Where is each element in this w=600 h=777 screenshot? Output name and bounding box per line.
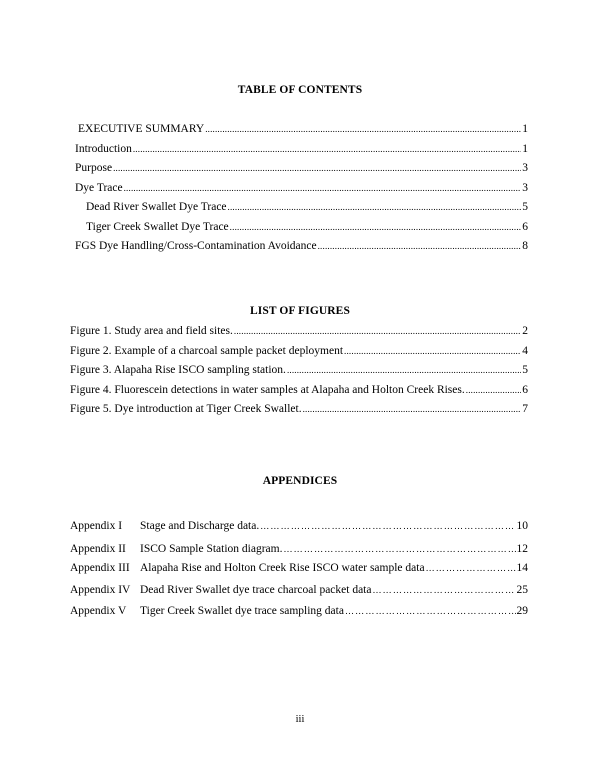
toc-entry-label: Dead River Swallet Dye Trace	[86, 201, 227, 213]
toc-entry[interactable]	[86, 199, 528, 215]
toc-entry-page: 1	[522, 143, 528, 155]
figure-entry-page: 7	[522, 403, 528, 415]
toc-entry-page: 1	[522, 123, 528, 135]
appendix-id: Appendix V	[70, 605, 127, 617]
appendices-title: APPENDICES	[262, 475, 338, 487]
appendix-id: Appendix II	[70, 543, 126, 555]
appendix-label: Alapaha Rise and Holton Creek Rise ISCO water sample data	[140, 562, 425, 574]
dot-leader	[230, 219, 522, 235]
toc-entry-page: 3	[522, 182, 528, 194]
toc-entry-page: 3	[522, 162, 528, 174]
dot-leader	[287, 362, 521, 378]
dot-leader	[426, 560, 516, 576]
dot-leader	[345, 603, 516, 619]
appendix-page: 14	[516, 562, 528, 574]
dot-leader	[466, 382, 522, 398]
appendix-entry[interactable]	[70, 518, 528, 534]
toc-entry-page: 5	[522, 201, 528, 213]
figure-entry-label: Figure 2. Example of a charcoal sample packet deployment	[70, 345, 344, 357]
appendix-page: 25	[516, 584, 528, 596]
appendix-entry[interactable]	[70, 582, 528, 598]
figure-entry[interactable]	[70, 401, 528, 417]
dot-leader	[113, 160, 521, 176]
toc-entry[interactable]	[75, 238, 528, 254]
toc-entry-label: Purpose	[75, 162, 113, 174]
toc-entry-label: Introduction	[75, 143, 132, 155]
figure-entry[interactable]	[70, 343, 528, 359]
figure-entry-page: 5	[522, 364, 528, 376]
toc-entry[interactable]	[75, 180, 528, 196]
figure-entry-page: 4	[522, 345, 528, 357]
appendix-id: Appendix III	[70, 562, 130, 574]
appendix-label: Dead River Swallet dye trace charcoal packet data	[140, 584, 372, 596]
dot-leader	[124, 180, 522, 196]
dot-leader	[303, 401, 522, 417]
toc-entry[interactable]	[86, 219, 528, 235]
toc-entry-page: 6	[522, 221, 528, 233]
figures-title: LIST OF FIGURES	[250, 305, 350, 317]
appendix-entry[interactable]	[70, 541, 528, 557]
dot-leader	[205, 121, 521, 137]
appendix-entry[interactable]	[70, 560, 528, 576]
dot-leader	[133, 141, 521, 157]
toc-entry[interactable]	[75, 141, 528, 157]
appendix-id: Appendix I	[70, 520, 123, 532]
appendix-entry[interactable]	[70, 603, 528, 619]
appendix-id: Appendix IV	[70, 584, 131, 596]
appendix-label: Tiger Creek Swallet dye trace sampling data	[140, 605, 344, 617]
dot-leader	[283, 541, 515, 557]
toc-entry-label: Dye Trace	[75, 182, 123, 194]
appendix-page: 10	[516, 520, 528, 532]
figure-entry-label: Figure 4. Fluorescein detections in water samples at Alapaha and Holton Creek Rises.	[70, 384, 465, 396]
figure-entry-label: Figure 3. Alapaha Rise ISCO sampling station.	[70, 364, 286, 376]
page-number: iii	[295, 714, 305, 725]
appendix-label: ISCO Sample Station diagram.	[140, 543, 283, 555]
toc-entry-label: Tiger Creek Swallet Dye Trace	[86, 221, 229, 233]
figure-entry-label: Figure 5. Dye introduction at Tiger Creek Swallet.	[70, 403, 302, 415]
dot-leader	[372, 582, 515, 598]
figure-entry-page: 2	[522, 325, 528, 337]
dot-leader	[344, 343, 521, 359]
toc-entry[interactable]	[75, 160, 528, 176]
appendix-label: Stage and Discharge data.	[140, 520, 260, 532]
appendix-page: 29	[516, 605, 528, 617]
figure-entry[interactable]	[70, 382, 528, 398]
appendix-page: 12	[516, 543, 528, 555]
dot-leader	[234, 323, 521, 339]
toc-entry-page: 8	[522, 240, 528, 252]
toc-title: TABLE OF CONTENTS	[237, 84, 363, 96]
dot-leader	[228, 199, 522, 215]
toc-entry-label: FGS Dye Handling/Cross-Contamination Avoidance	[75, 240, 317, 252]
figure-entry-label: Figure 1. Study area and field sites.	[70, 325, 233, 337]
toc-entry-label: EXECUTIVE SUMMARY	[78, 123, 205, 135]
dot-leader	[318, 238, 522, 254]
figure-entry-page: 6	[522, 384, 528, 396]
dot-leader	[260, 518, 515, 534]
figure-entry[interactable]	[70, 362, 528, 378]
toc-entry[interactable]	[78, 121, 528, 137]
figure-entry[interactable]	[70, 323, 528, 339]
